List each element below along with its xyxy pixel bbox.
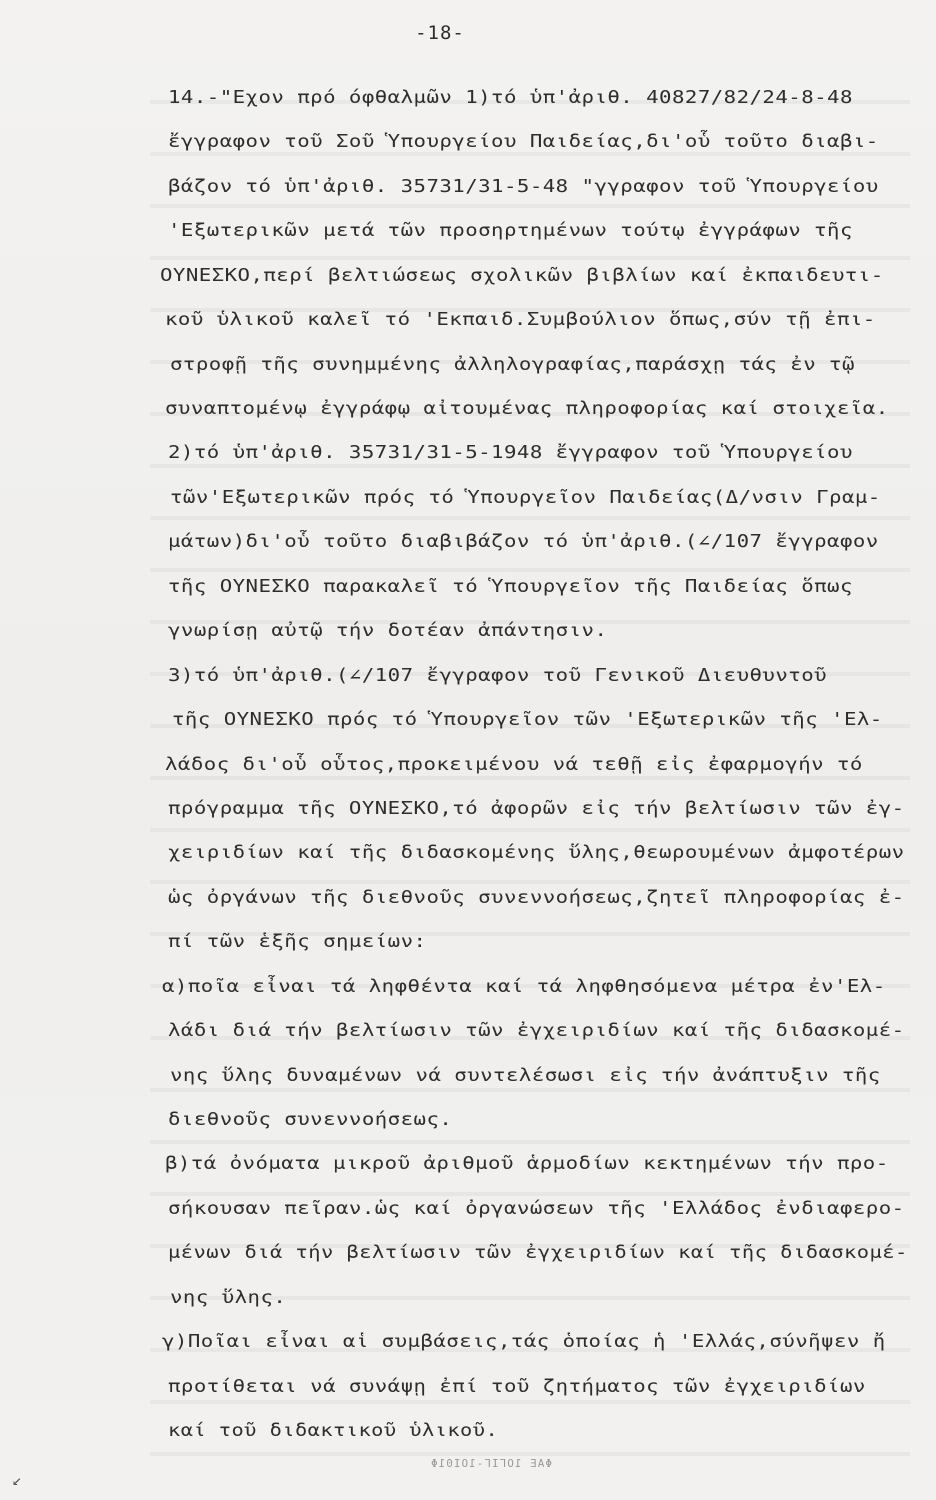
text-line: νης ὕλης δυναμένων νά συντελέσωσι εἰς τήν ἀνάπτυξιν τῆς bbox=[170, 1065, 881, 1086]
text-line: β)τά ὀνόματα μικροῦ ἀριθμοῦ ἁρμοδίων κεκτημένων τήν προ- bbox=[165, 1153, 889, 1174]
text-line: 'Εξωτερικῶν μετά τῶν προσηρτημένων τούτῳ ἐγγράφων τῆς bbox=[168, 220, 853, 241]
text-line: συναπτομένῳ ἐγγράφῳ αἰτουμένας πληροφορίας καί στοιχεῖα. bbox=[165, 398, 889, 419]
text-line: τῆς ΟΥΝΕΣΚΟ πρός τό Ὑπουργεῖον τῶν 'Εξωτερικῶν τῆς 'Ελ- bbox=[172, 709, 883, 730]
page-number: -18- bbox=[415, 22, 465, 44]
text-line: γ)Ποῖαι εἶναι αἱ συμβάσεις,τάς ὁποίας ἡ 'Ελλάς,σύνῆψεν ἤ bbox=[162, 1331, 886, 1352]
text-line: γνωρίσῃ αὐτῷ τήν δοτέαν ἀπάντησιν. bbox=[168, 620, 608, 641]
text-line: κοῦ ὑλικοῦ καλεῖ τό 'Εκπαιδ.Συμβούλιον ὅπως,σύν τῇ ἐπι- bbox=[165, 309, 876, 330]
archive-stamp: ΦΑΕ 1ΟΓΙΓ-1ΟΙ01Φ bbox=[430, 1457, 552, 1470]
text-line: μάτων)δι'οὗ τοῦτο διαβιβάζον τό ὑπ'ἀριθ.(∠/107 ἔγγραφον bbox=[168, 531, 879, 552]
text-line: πί τῶν ἑξῆς σημείων: bbox=[168, 931, 427, 952]
text-line: λάδος δι'οὗ οὗτος,προκειμένου νά τεθῇ εἰς ἐφαρμογήν τό bbox=[165, 754, 863, 775]
text-line: μένων διά τήν βελτίωσιν τῶν ἐγχειριδίων καί τῆς διδασκομέ- bbox=[168, 1242, 908, 1263]
text-line: 2)τό ὑπ'ἀριθ. 35731/31-5-1948 ἔγγραφον τοῦ Ὑπουργείου bbox=[168, 442, 853, 463]
text-line: ὡς ὀργάνων τῆς διεθνοῦς συνεννοήσεως,ζητεῖ πληροφορίας ἐ- bbox=[168, 887, 905, 908]
text-line: 3)τό ὑπ'ἀριθ.(∠/107 ἔγγραφον τοῦ Γενικοῦ Διευθυντοῦ bbox=[168, 665, 828, 686]
margin-mark: ↙ bbox=[12, 1470, 22, 1489]
text-line: προτίθεται νά συνάψῃ ἐπί τοῦ ζητήματος τῶν ἐγχειριδίων bbox=[168, 1376, 866, 1397]
text-line: στροφῇ τῆς συνημμένης ἀλληλογραφίας,παράσχῃ τάς ἐν τῷ bbox=[170, 354, 855, 375]
text-line: 14.-"Εχον πρό όφθαλμῶν 1)τό ὑπ'ἀριθ. 40827/82/24-8-48 bbox=[168, 87, 853, 108]
text-line: πρόγραμμα τῆς ΟΥΝΕΣΚΟ,τό ἀφορῶν εἰς τήν βελτίωσιν τῶν ἐγ- bbox=[168, 798, 905, 819]
text-line: λάδι διά τήν βελτίωσιν τῶν ἐγχειριδίων καί τῆς διδασκομέ- bbox=[168, 1020, 905, 1041]
text-line: σήκουσαν πεῖραν.ὡς καί ὀργανώσεων τῆς 'Ελλάδος ἐνδιαφερο- bbox=[168, 1198, 905, 1219]
text-line: νης ὕλης. bbox=[170, 1287, 287, 1308]
text-line: τῶν'Εξωτερικῶν πρός τό Ὑπουργεῖον Παιδείας(Δ/νσιν Γραμ- bbox=[170, 487, 881, 508]
text-line: τῆς ΟΥΝΕΣΚΟ παρακαλεῖ τό Ὑπουργεῖον τῆς Παιδείας ὅπως bbox=[168, 576, 853, 597]
text-line: ΟΥΝΕΣΚΟ,περί βελτιώσεως σχολικῶν βιβλίων καί ἐκπαιδευτι- bbox=[160, 265, 884, 286]
text-line: βάζον τό ὑπ'ἀριθ. 35731/31-5-48 "γγραφον τοῦ Ὑπουργείου bbox=[168, 176, 879, 197]
text-line: ἔγγραφον τοῦ Σοῦ Ὑπουργείου Παιδείας,δι'οὗ τοῦτο διαβι- bbox=[168, 131, 879, 152]
text-line: διεθνοῦς συνεννοήσεως. bbox=[168, 1109, 453, 1130]
text-line: χειριδίων καί τῆς διδασκομένης ὕλης,θεωρουμένων ἀμφοτέρων bbox=[168, 842, 905, 863]
text-line: καί τοῦ διδακτικοῦ ὑλικοῦ. bbox=[168, 1420, 499, 1441]
text-line: α)ποῖα εἶναι τά ληφθέντα καί τά ληφθησόμενα μέτρα ἐν'Ελ- bbox=[162, 976, 886, 997]
